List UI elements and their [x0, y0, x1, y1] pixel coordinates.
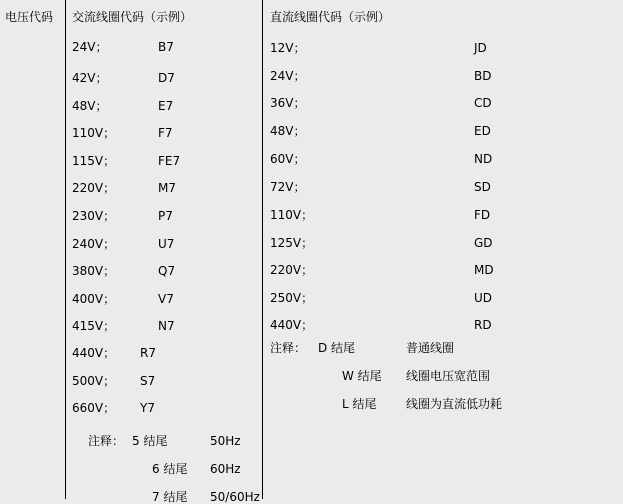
ac-code: M7 [158, 181, 176, 195]
note-desc: 60Hz [210, 462, 241, 476]
dc-code: ND [474, 152, 493, 166]
header-voltage-code: 电压代码 [5, 10, 54, 24]
ac-code: S7 [140, 374, 156, 388]
ac-code: U7 [158, 237, 175, 251]
header-ac-coil-code: 交流线圈代码（示例） [72, 10, 193, 24]
dc-code: MD [474, 263, 494, 277]
dc-code: CD [474, 96, 492, 110]
ac-code: E7 [158, 99, 174, 113]
column-divider-1 [65, 0, 66, 499]
dc-voltage: 250V； [270, 291, 314, 305]
dc-voltage: 110V； [270, 208, 314, 222]
note-key: 7 结尾 [152, 490, 188, 504]
ac-voltage: 115V； [72, 154, 116, 168]
dc-voltage: 12V； [270, 41, 306, 55]
header-dc-coil-code: 直流线圈代码（示例） [270, 10, 391, 24]
ac-voltage: 42V； [72, 71, 108, 85]
note-key: D 结尾 [318, 341, 356, 355]
dc-voltage: 48V； [270, 124, 306, 138]
ac-code: R7 [140, 346, 156, 360]
dc-voltage: 24V； [270, 69, 306, 83]
ac-voltage: 440V； [72, 346, 116, 360]
ac-code: Q7 [158, 264, 176, 278]
ac-code: P7 [158, 209, 173, 223]
ac-code: N7 [158, 319, 175, 333]
note-desc: 线圈为直流低功耗 [406, 397, 503, 411]
ac-voltage: 24V； [72, 40, 108, 54]
dc-code: SD [474, 180, 491, 194]
ac-voltage: 110V； [72, 126, 116, 140]
column-divider-2 [262, 0, 263, 499]
dc-voltage: 125V； [270, 236, 314, 250]
dc-voltage: 60V； [270, 152, 306, 166]
ac-voltage: 500V； [72, 374, 116, 388]
dc-code: UD [474, 291, 493, 305]
note-key: 6 结尾 [152, 462, 188, 476]
ac-voltage: 240V； [72, 237, 116, 251]
note-desc: 线圈电压宽范围 [406, 369, 491, 383]
ac-code: FE7 [158, 154, 181, 168]
ac-voltage: 380V； [72, 264, 116, 278]
ac-voltage: 400V； [72, 292, 116, 306]
note-key: L 结尾 [342, 397, 377, 411]
dc-voltage: 36V； [270, 96, 306, 110]
dc-code: BD [474, 69, 492, 83]
ac-voltage: 230V； [72, 209, 116, 223]
dc-code: GD [474, 236, 493, 250]
ac-voltage: 415V； [72, 319, 116, 333]
dc-code: JD [474, 41, 487, 55]
dc-code: RD [474, 318, 492, 332]
ac-code: Y7 [140, 401, 155, 415]
note-desc: 50Hz [210, 434, 241, 448]
ac-voltage: 220V； [72, 181, 116, 195]
ac-code: V7 [158, 292, 174, 306]
note-key: W 结尾 [342, 369, 382, 383]
dc-code: FD [474, 208, 491, 222]
dc-voltage: 440V； [270, 318, 314, 332]
ac-code: F7 [158, 126, 173, 140]
note-desc: 普通线圈 [406, 341, 455, 355]
ac-voltage: 48V； [72, 99, 108, 113]
ac-voltage: 660V； [72, 401, 116, 415]
ac-notes-label: 注释： [88, 434, 125, 448]
ac-code: B7 [158, 40, 174, 54]
dc-voltage: 220V； [270, 263, 314, 277]
note-desc: 50/60Hz [210, 490, 260, 504]
dc-voltage: 72V； [270, 180, 306, 194]
note-key: 5 结尾 [132, 434, 168, 448]
ac-code: D7 [158, 71, 175, 85]
dc-code: ED [474, 124, 491, 138]
dc-notes-label: 注释： [270, 341, 307, 355]
